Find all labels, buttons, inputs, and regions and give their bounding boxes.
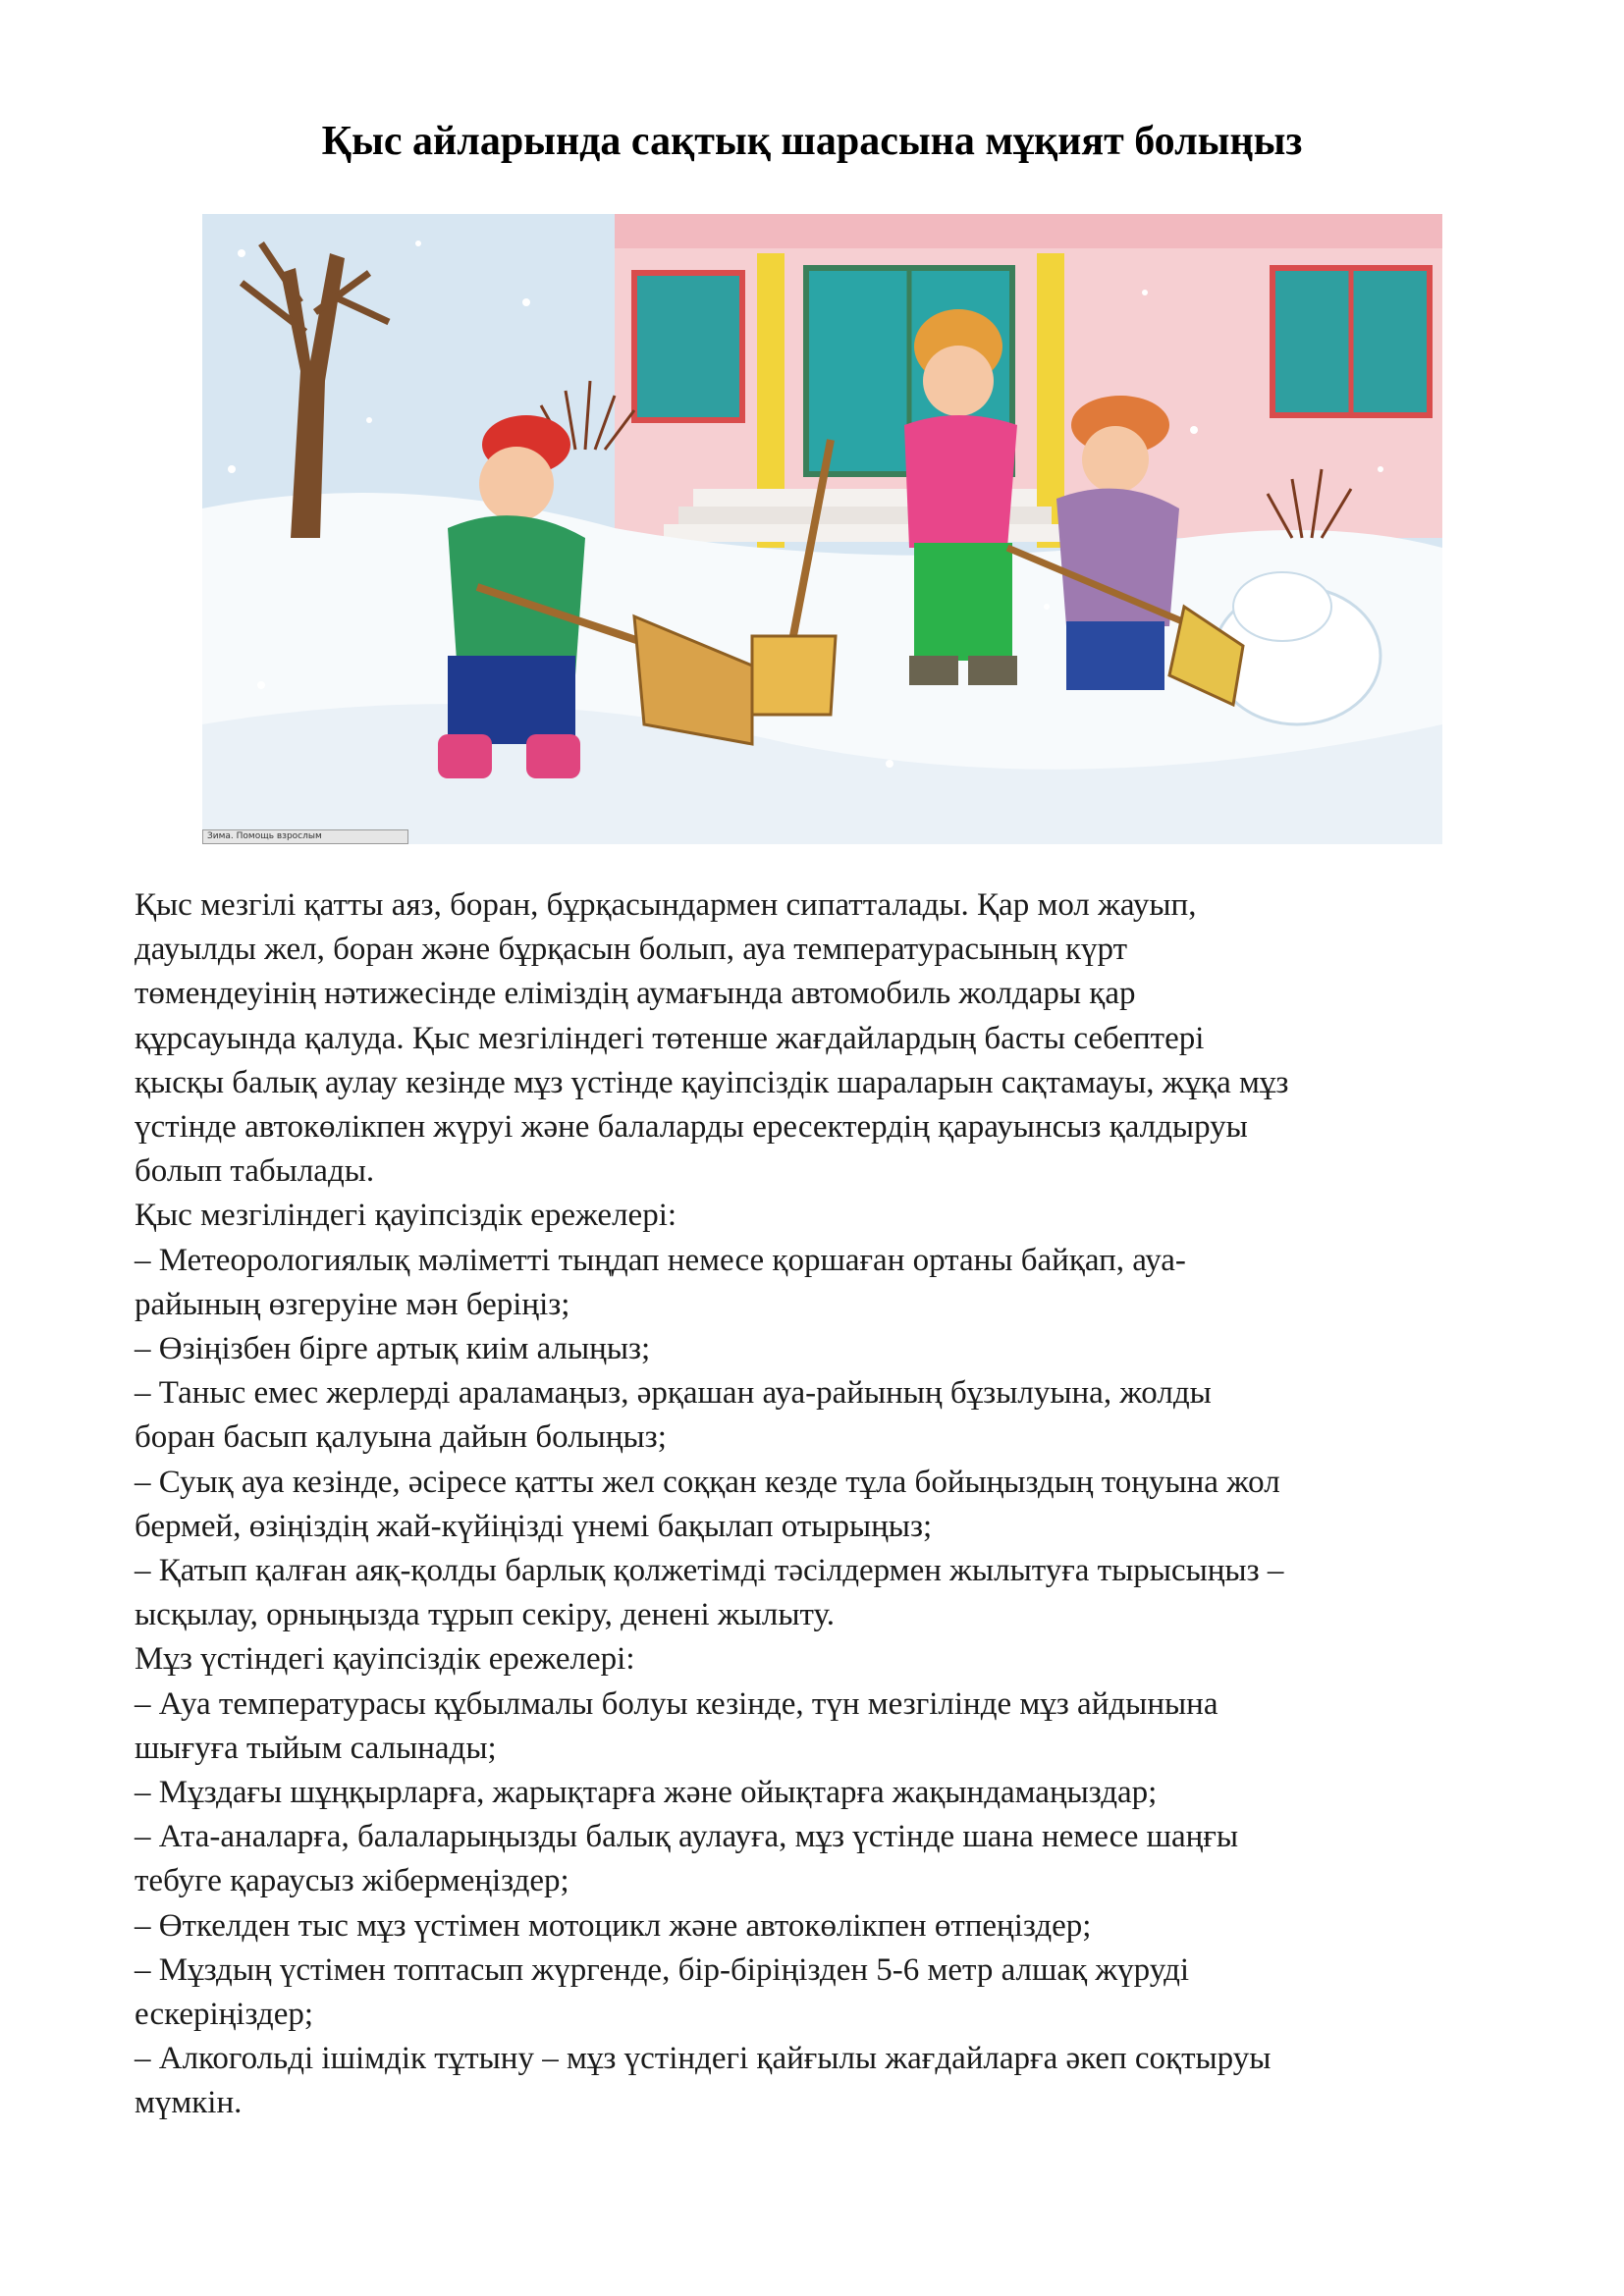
section-heading: Мұз үстіндегі қауіпсіздік ережелері: bbox=[135, 1641, 635, 1678]
text-line: бермей, өзіңіздің жай-күйіңізді үнемі бақылап отырыңыз; bbox=[135, 1508, 933, 1544]
page-title: Қыс айларында сақтық шарасына мұқият болыңыз bbox=[321, 119, 1303, 164]
winter-illustration bbox=[202, 214, 1442, 844]
children-shoveling-snow-image bbox=[202, 214, 1442, 844]
text-line: Қыс мезгілі қатты аяз, боран, бұрқасындармен сипатталады. Қар мол жауып, bbox=[135, 887, 1197, 923]
image-caption: Зима. Помощь взрослым bbox=[202, 829, 408, 844]
text-line: – Мұздың үстімен топтасып жүргенде, бір-біріңізден 5-6 метр алшақ жүруді bbox=[135, 1951, 1190, 1988]
text-line: үстінде автокөлікпен жүруі және балаларды ересектердің қарауынсыз қалдыруы bbox=[135, 1109, 1248, 1146]
text-line: тебуге қараусыз жібермеңіздер; bbox=[135, 1863, 569, 1899]
text-line: ескеріңіздер; bbox=[135, 1997, 314, 2033]
text-line: – Ата-аналарға, балаларыңызды балық аулауға, мұз үстінде шана немесе шаңғы bbox=[135, 1819, 1239, 1855]
text-line: шығуға тыйым салынады; bbox=[135, 1730, 497, 1766]
text-line: құрсауында қалуда. Қыс мезгіліндегі төтенше жағдайлардың басты себептері bbox=[135, 1020, 1205, 1056]
text-line: ысқылау, орныңызда тұрып секіру, денені жылыту. bbox=[135, 1597, 835, 1633]
text-line: болып табылады. bbox=[135, 1153, 375, 1190]
text-line: – Қатып қалған аяқ-қолды барлық қолжетімді тәсілдермен жылытуға тырысыңыз – bbox=[135, 1553, 1284, 1589]
text-line: – Ауа температурасы құбылмалы болуы кезінде, түн мезгілінде мұз айдынына bbox=[135, 1685, 1218, 1722]
text-line: қысқы балық аулау кезінде мұз үстінде қауіпсіздік шараларын сақтамауы, жұқа мұз bbox=[135, 1064, 1289, 1100]
text-line: райының өзгеруіне мән беріңіз; bbox=[135, 1286, 570, 1322]
text-line: мүмкін. bbox=[135, 2085, 243, 2121]
text-line: төмендеуінің нәтижесінде еліміздің аумағында автомобиль жолдары қар bbox=[135, 976, 1136, 1012]
section-heading: Қыс мезгіліндегі қауіпсіздік ережелері: bbox=[135, 1198, 677, 1234]
text-line: – Өзіңізбен бірге артық киім алыңыз; bbox=[135, 1331, 651, 1367]
text-line: – Метеорологиялық мәліметті тыңдап немесе қоршаған ортаны байқап, ауа- bbox=[135, 1242, 1186, 1278]
text-line: – Мұздағы шұңқырларға, жарықтарға және ойықтарға жақындамаңыздар; bbox=[135, 1775, 1158, 1811]
text-line: – Таныс емес жерлерді араламаңыз, әрқашан ауа-райының бұзылуына, жолды bbox=[135, 1375, 1212, 1412]
body-text bbox=[135, 883, 1509, 2126]
text-line: – Өткелден тыс мұз үстімен мотоцикл және автокөлікпен өтпеңіздер; bbox=[135, 1907, 1092, 1944]
text-line: – Суық ауа кезінде, әсіресе қатты жел соққан кезде тұла бойыңыздың тоңуына жол bbox=[135, 1464, 1280, 1500]
text-line: дауылды жел, боран және бұрқасын болып, ауа температурасының күрт bbox=[135, 932, 1127, 968]
text-line: боран басып қалуына дайын болыңыз; bbox=[135, 1419, 667, 1456]
text-line: – Алкогольді ішімдік тұтыну – мұз үстіндегі қайғылы жағдайларға әкеп соқтыруы bbox=[135, 2041, 1272, 2077]
